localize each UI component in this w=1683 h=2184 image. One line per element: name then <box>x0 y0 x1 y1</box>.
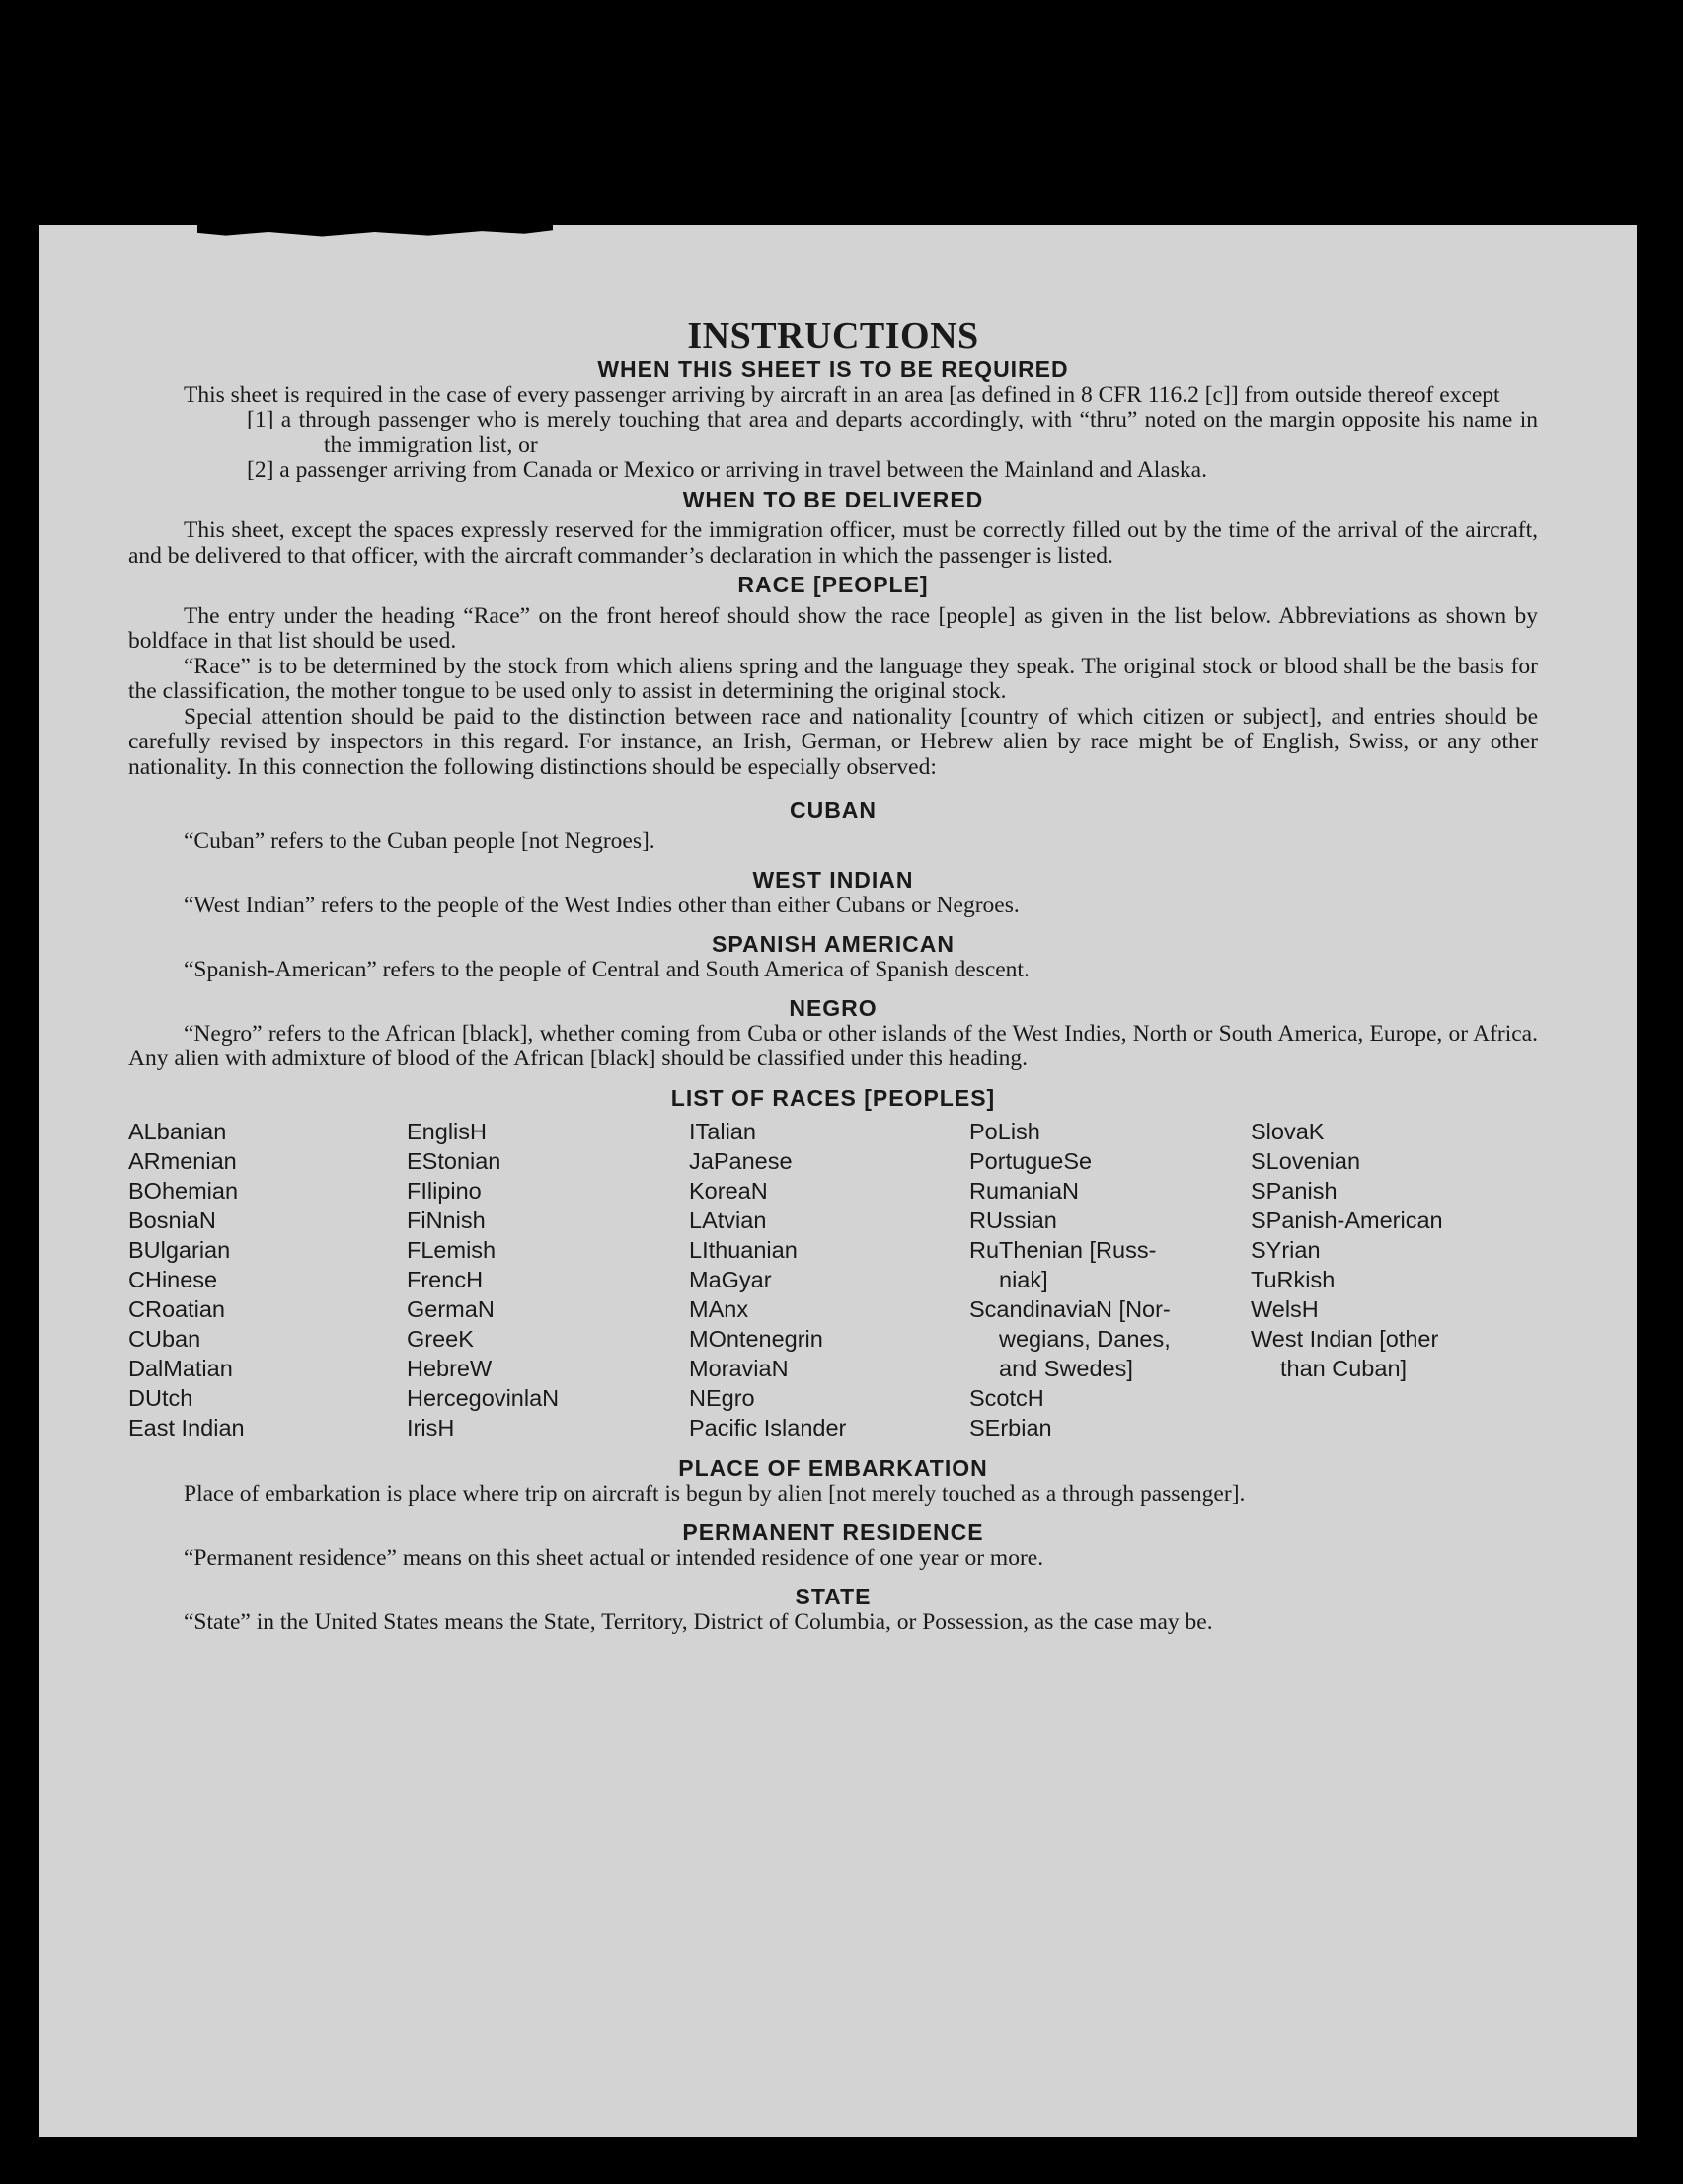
race-entry: BUlgarian <box>128 1237 231 1263</box>
race-entry: SYrian <box>1251 1237 1321 1263</box>
race-entry: CHinese <box>128 1267 218 1292</box>
race-entry: PortugueSe <box>969 1148 1093 1174</box>
race-entry: than Cuban] <box>1280 1356 1408 1381</box>
races-column-2 <box>407 1117 689 1443</box>
race-entry: ARmenian <box>128 1148 237 1174</box>
race-entry: SPanish-American <box>1251 1208 1443 1233</box>
race-entry: CRoatian <box>128 1296 225 1322</box>
residence-text: “Permanent residence” means on this sheet actual or intended residence of one year or more. <box>184 1544 1044 1571</box>
race-paragraph-3: Special attention should be paid to the distinction between race and nationality [country of which citizen or subject], and entries should be carefully revised by inspectors in this regard. For instance, an Irish, German, or Hebrew alien by race might be of English, Swiss, or any other nationality. In this connection the following distinctions should be especially observed: <box>128 703 1538 780</box>
race-entry: MaGyar <box>689 1267 772 1292</box>
race-entry: EStonian <box>407 1148 501 1174</box>
state-text: “State” in the United States means the State, Territory, District of Columbia, or Possession, as the case may be. <box>184 1608 1213 1635</box>
race-entry: GermaN <box>407 1296 495 1322</box>
race-entry: FiNnish <box>407 1208 486 1233</box>
required-item-1: [1] a through passenger who is merely touching that area and departs accordingly, with “thru” noted on the margin opposite his name in the immigration list, or <box>247 407 1538 458</box>
delivered-text: This sheet, except the spaces expressly reserved for the immigration officer, must be correctly filled out by the time of the arrival of the aircraft, and be delivered to that officer, with the aircraft commander’s declaration in which the passenger is listed. <box>128 517 1538 569</box>
races-column-1 <box>128 1117 407 1443</box>
race-entry: ALbanian <box>128 1119 227 1144</box>
race-paragraph-1: The entry under the heading “Race” on the front hereof should show the race [people] as given in the list below. Abbreviations as shown by boldface in that list should be used. <box>128 602 1538 654</box>
races-column-4 <box>969 1117 1251 1443</box>
race-entry: RUssian <box>969 1208 1057 1233</box>
race-entry: IrisH <box>407 1415 455 1441</box>
races-column-3 <box>689 1117 969 1443</box>
embarkation-text: Place of embarkation is place where trip on aircraft is begun by alien [not merely touched as a through passenger]. <box>184 1480 1246 1507</box>
required-intro: This sheet is required in the case of every passenger arriving by aircraft in an area [as defined in 8 CFR 116.2 [c]] from outside thereof except <box>184 381 1500 408</box>
heading-spanish-american: SPANISH AMERICAN <box>711 931 955 957</box>
race-entry: ScotcH <box>969 1385 1044 1411</box>
heading-delivered: WHEN TO BE DELIVERED <box>682 486 984 512</box>
races-column-5 <box>1251 1117 1527 1443</box>
required-item-2: [2] a passenger arriving from Canada or Mexico or arriving in travel between the Mainland and Alaska. <box>247 457 1207 483</box>
race-entry: CUban <box>128 1326 201 1352</box>
race-entry: Pacific Islander <box>689 1415 847 1441</box>
race-entry: and Swedes] <box>999 1356 1133 1381</box>
heading-permanent-residence: PERMANENT RESIDENCE <box>682 1520 984 1545</box>
heading-west-indian: WEST INDIAN <box>752 867 914 893</box>
race-entry: MoraviaN <box>689 1356 789 1381</box>
race-entry: FLemish <box>407 1237 497 1263</box>
race-paragraph-2: “Race” is to be determined by the stock from which aliens spring and the language they speak. The original stock or blood shall be the basis for the classification, the mother tongue to be used only to assist in determining the original stock. <box>128 653 1538 704</box>
heading-negro: NEGRO <box>789 995 878 1021</box>
west-indian-text: “West Indian” refers to the people of the West Indies other than either Cubans or Negroes. <box>184 892 1020 918</box>
race-entry: DUtch <box>128 1385 193 1411</box>
cuban-text: “Cuban” refers to the Cuban people [not Negroes]. <box>184 827 655 854</box>
race-entry: East Indian <box>128 1415 245 1441</box>
race-entry: SlovaK <box>1251 1119 1325 1144</box>
race-entry: MAnx <box>689 1296 749 1322</box>
race-entry: RuThenian [Russ- <box>969 1237 1157 1263</box>
race-entry: ITalian <box>689 1119 756 1144</box>
race-entry: BosniaN <box>128 1208 216 1233</box>
race-entry: FIlipino <box>407 1178 482 1204</box>
race-entry: SErbian <box>969 1415 1052 1441</box>
heading-race: RACE [PEOPLE] <box>737 572 929 597</box>
heading-embarkation: PLACE OF EMBARKATION <box>678 1455 988 1481</box>
negro-text: “Negro” refers to the African [black], whether coming from Cuba or other islands of the West Indies, North or South America, Europe, or Africa. Any alien with admixture of blood of the African [black] should be classified under this heading. <box>128 1020 1538 1071</box>
heading-cuban: CUBAN <box>789 797 878 822</box>
instructions-content <box>128 314 1538 1635</box>
race-entry: GreeK <box>407 1326 474 1352</box>
race-entry: FrencH <box>407 1267 484 1292</box>
race-entry: wegians, Danes, <box>999 1326 1171 1352</box>
race-entry: niak] <box>999 1267 1048 1292</box>
race-entry: MOntenegrin <box>689 1326 823 1352</box>
spanish-american-text: “Spanish-American” refers to the people of Central and South America of Spanish descent. <box>184 956 1030 982</box>
race-entry: West Indian [other <box>1251 1326 1439 1352</box>
race-entry: SLovenian <box>1251 1148 1361 1174</box>
race-entry: PoLish <box>969 1119 1040 1144</box>
race-entry: HercegovinlaN <box>407 1385 560 1411</box>
race-entry: DalMatian <box>128 1356 233 1381</box>
race-entry: HebreW <box>407 1356 493 1381</box>
race-entry: JaPanese <box>689 1148 793 1174</box>
heading-state: STATE <box>795 1584 872 1609</box>
race-entry: KoreaN <box>689 1178 768 1204</box>
race-entry: LIthuanian <box>689 1237 798 1263</box>
page-title: INSTRUCTIONS <box>687 315 979 356</box>
race-entry: SPanish <box>1251 1178 1338 1204</box>
race-entry: LAtvian <box>689 1208 767 1233</box>
heading-required: WHEN THIS SHEET IS TO BE REQUIRED <box>597 356 1069 382</box>
races-list <box>128 1117 1538 1443</box>
race-entry: RumaniaN <box>969 1178 1080 1204</box>
heading-list-of-races: LIST OF RACES [PEOPLES] <box>670 1084 996 1111</box>
race-entry: TuRkish <box>1251 1267 1336 1292</box>
race-entry: WelsH <box>1251 1296 1319 1322</box>
document-sheet <box>39 225 1637 2137</box>
race-entry: ScandinaviaN [Nor- <box>969 1296 1171 1322</box>
race-entry: NEgro <box>689 1385 755 1411</box>
race-entry: EnglisH <box>407 1119 487 1144</box>
race-entry: BOhemian <box>128 1178 239 1204</box>
